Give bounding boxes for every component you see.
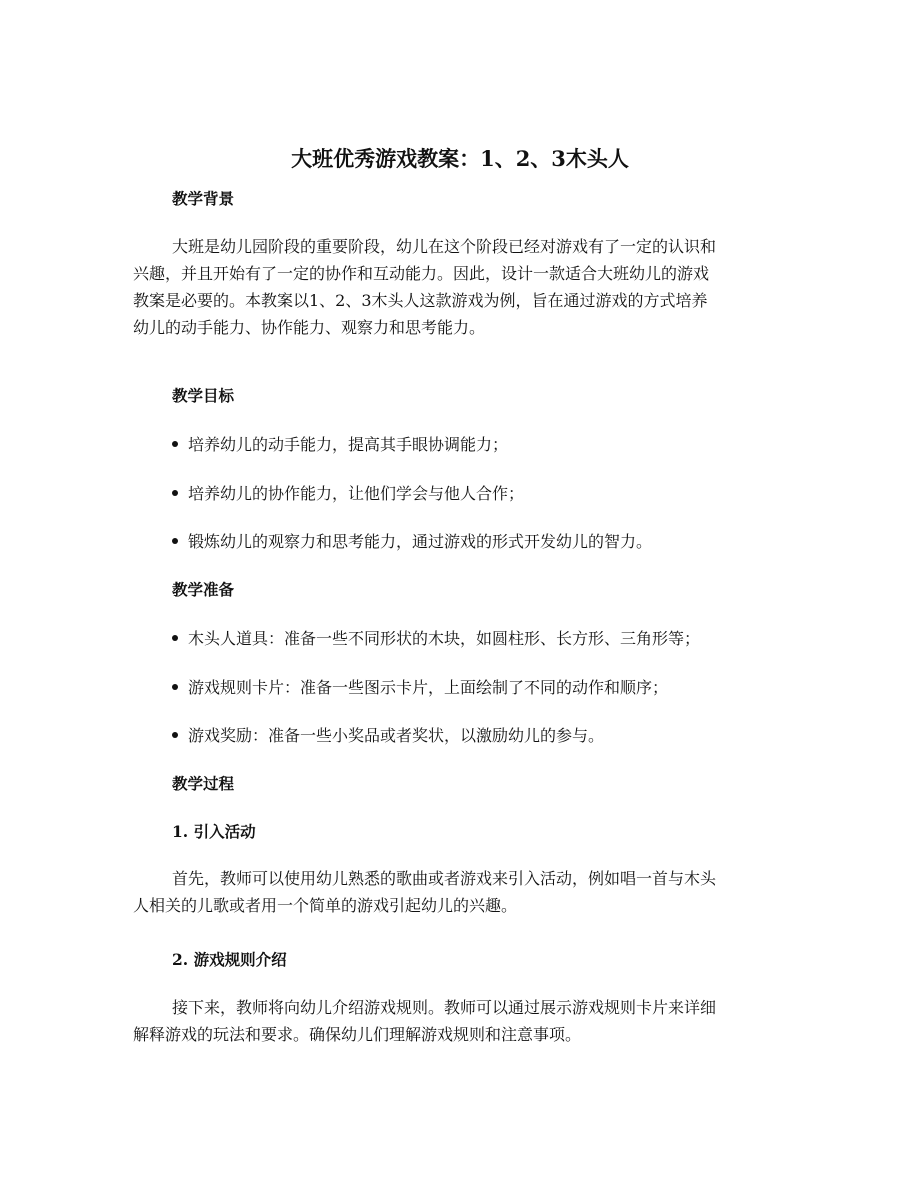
section-heading-prep: 教学准备 — [172, 580, 235, 599]
bullet-icon — [172, 490, 178, 496]
step-intro-paragraph — [133, 865, 789, 919]
background-paragraph — [133, 233, 789, 341]
list-item-text: 木头人道具：准备一些不同形状的木块，如圆柱形、长方形、三角形等； — [188, 629, 701, 648]
paragraph-line: 接下来，教师将向幼儿介绍游戏规则。教师可以通过展示游戏规则卡片来详细 — [172, 998, 717, 1017]
bullet-icon — [172, 441, 178, 447]
list-item-text: 锻炼幼儿的观察力和思考能力，通过游戏的形式开发幼儿的智力。 — [188, 532, 653, 551]
list-item — [172, 676, 668, 700]
section-heading-background: 教学背景 — [172, 189, 235, 208]
list-item — [172, 530, 652, 554]
list-item — [172, 724, 604, 748]
list-item — [172, 482, 524, 506]
list-item-text: 游戏奖励：准备一些小奖品或者奖状，以激励幼儿的参与。 — [188, 726, 605, 745]
list-item-text: 培养幼儿的协作能力，让他们学会与他人合作； — [188, 484, 525, 503]
bullet-icon — [172, 538, 178, 544]
paragraph-line: 人相关的儿歌或者用一个简单的游戏引起幼儿的兴趣。 — [133, 896, 518, 915]
step-heading-rules: 2. 游戏规则介绍 — [172, 950, 287, 969]
paragraph-line: 首先，教师可以使用幼儿熟悉的歌曲或者游戏来引入活动，例如唱一首与木头 — [172, 869, 717, 888]
document-title: 大班优秀游戏教案：1、2、3木头人 — [291, 146, 629, 171]
step-rules-paragraph — [133, 994, 789, 1048]
list-item — [172, 627, 700, 651]
bullet-icon — [172, 684, 178, 690]
paragraph-line: 解释游戏的玩法和要求。确保幼儿们理解游戏规则和注意事项。 — [133, 1025, 582, 1044]
bullet-icon — [172, 635, 178, 641]
paragraph-line: 兴趣，并且开始有了一定的协作和互动能力。因此，设计一款适合大班幼儿的游戏 — [133, 264, 710, 283]
paragraph-line: 教案是必要的。本教案以1、2、3木头人这款游戏为例，旨在通过游戏的方式培养 — [133, 291, 708, 310]
section-heading-process: 教学过程 — [172, 774, 235, 793]
paragraph-line: 幼儿的动手能力、协作能力、观察力和思考能力。 — [133, 318, 486, 337]
section-heading-goals: 教学目标 — [172, 386, 235, 405]
list-item-text: 培养幼儿的动手能力，提高其手眼协调能力； — [188, 435, 509, 454]
bullet-icon — [172, 732, 178, 738]
paragraph-line: 大班是幼儿园阶段的重要阶段，幼儿在这个阶段已经对游戏有了一定的认识和 — [172, 237, 717, 256]
list-item-text: 游戏规则卡片：准备一些图示卡片，上面绘制了不同的动作和顺序； — [188, 678, 669, 697]
list-item — [172, 433, 508, 457]
step-heading-intro: 1. 引入活动 — [172, 822, 256, 841]
